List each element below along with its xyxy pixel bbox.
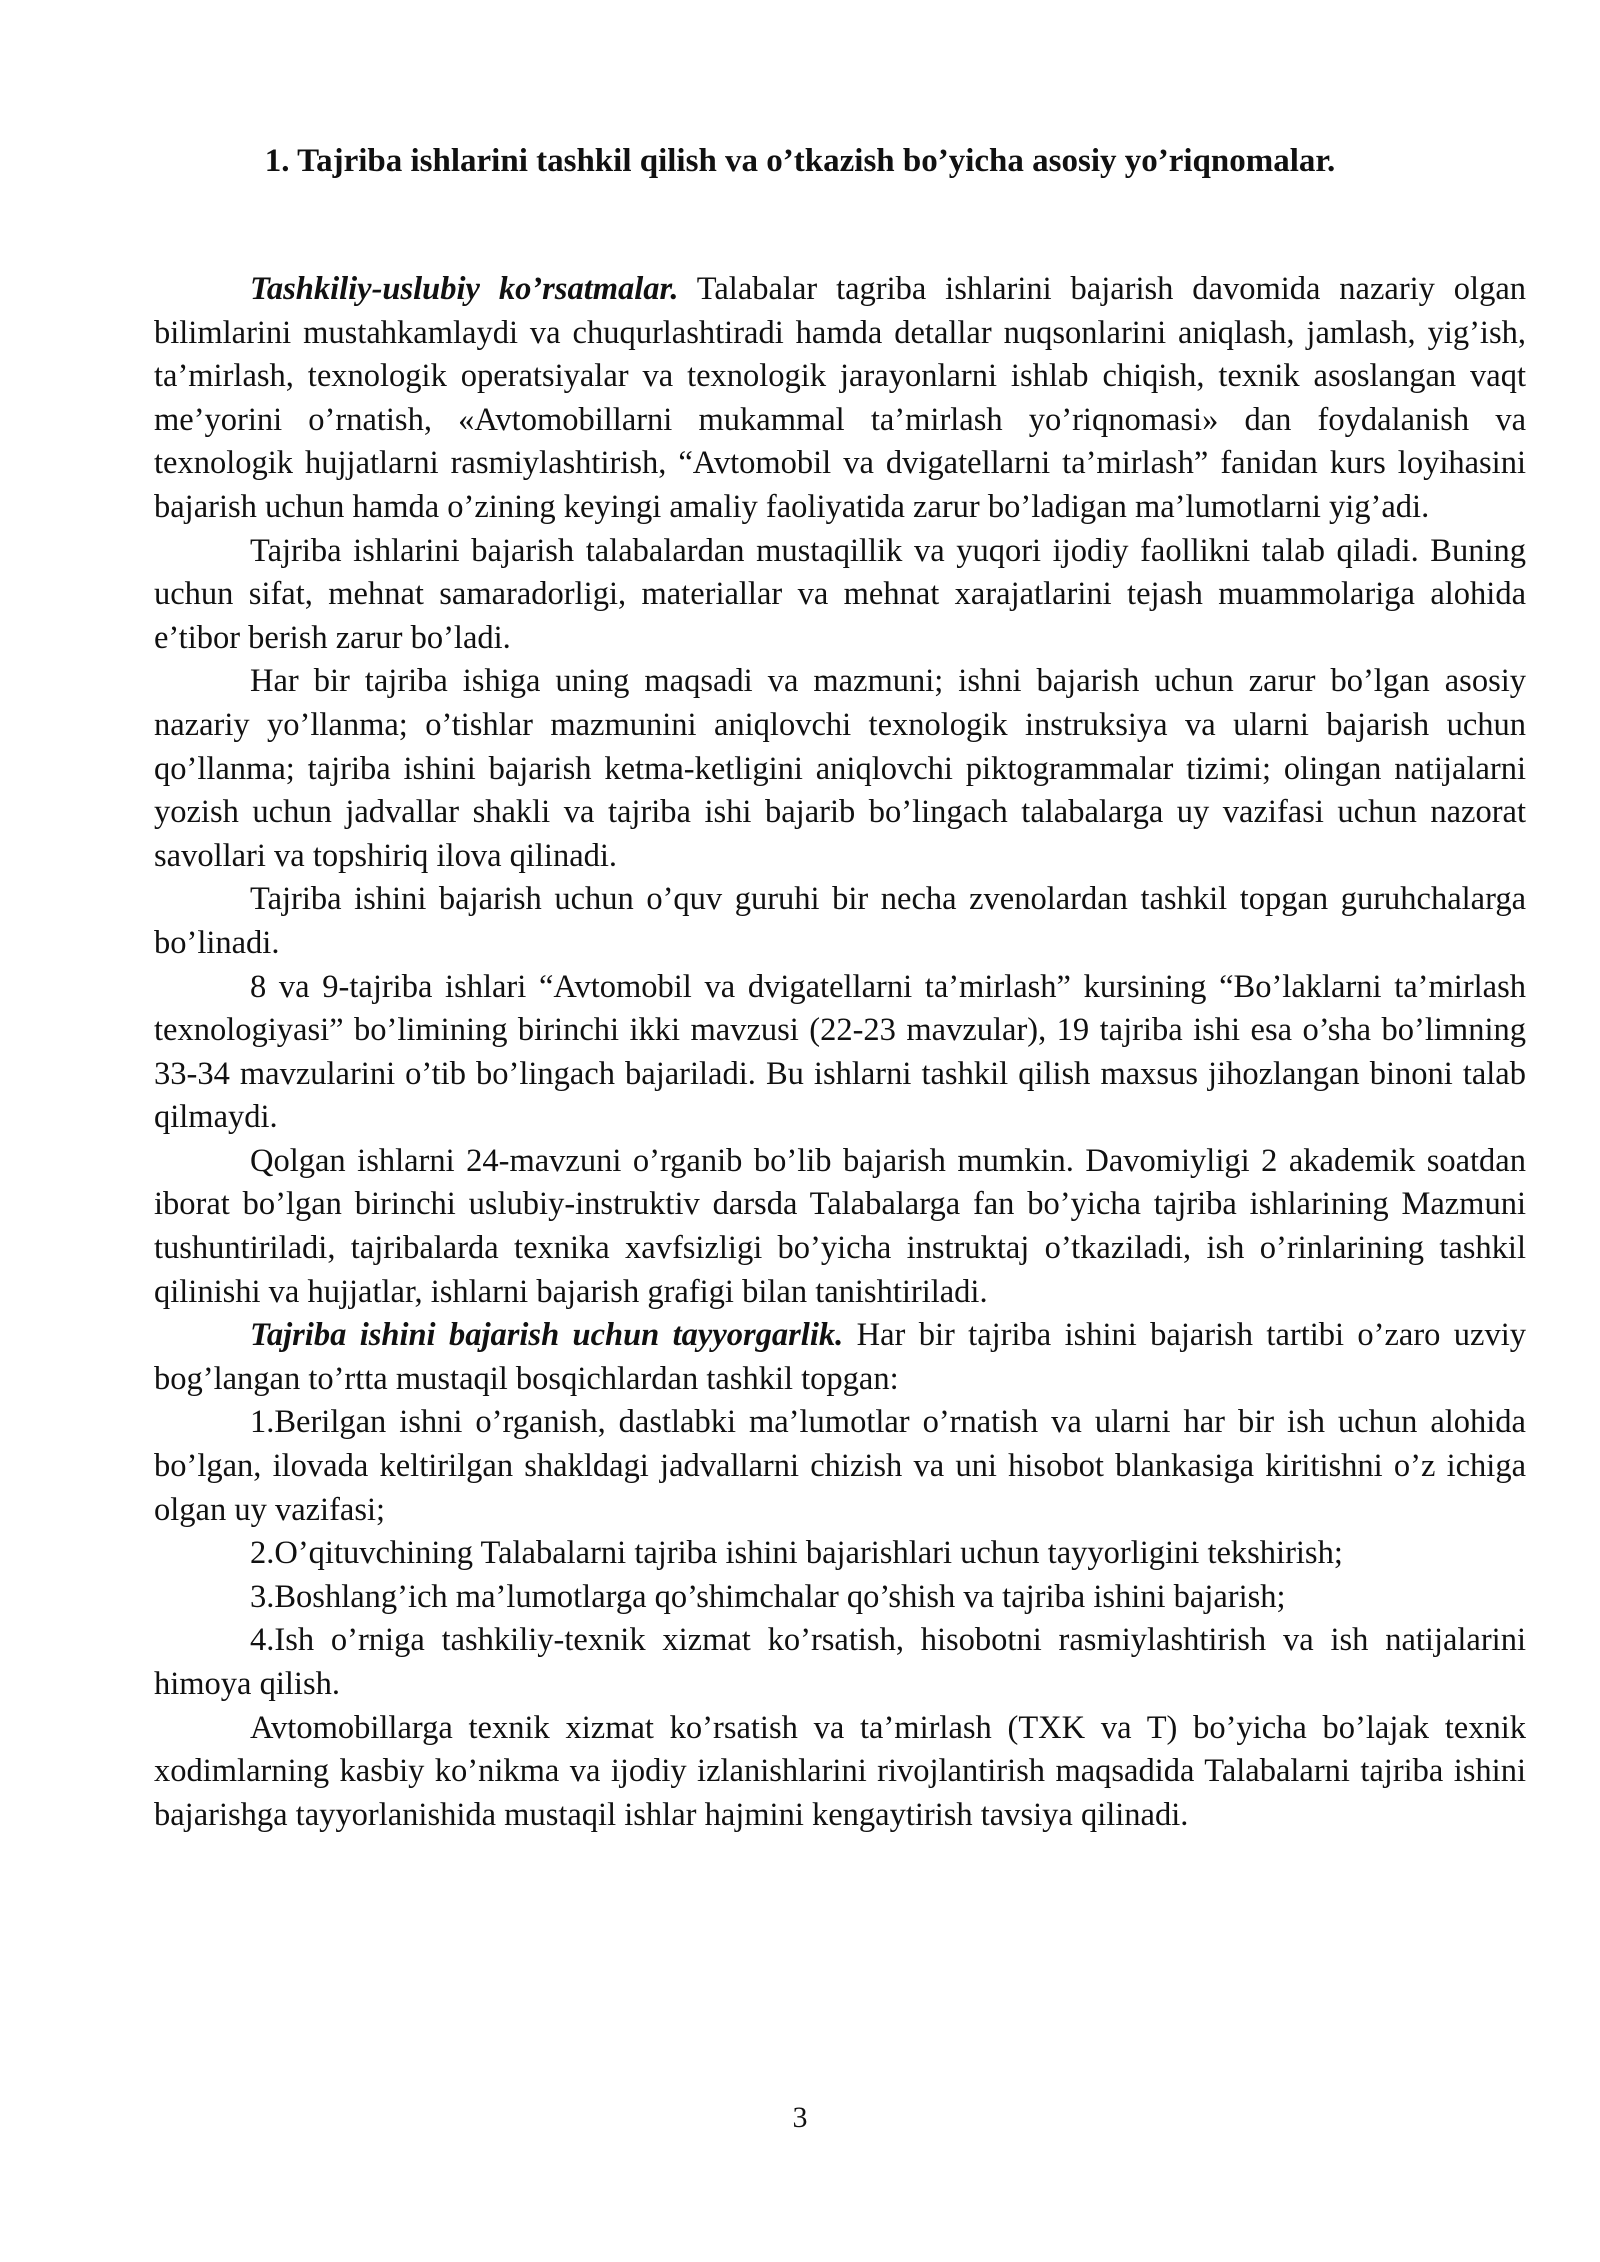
paragraph-lead: Tajriba ishini bajarish uchun tayyorgarlik.: [250, 1317, 844, 1354]
paragraph-text: Tajriba ishini bajarish uchun o’quv guruhi bir necha zvenolardan tashkil topgan guruhchalarga bo’linadi.: [154, 881, 1526, 961]
paragraph-remaining-works: [154, 1140, 1526, 1314]
paragraph-text: Har bir tajriba ishiga uning maqsadi va mazmuni; ishni bajarish uchun zarur bo’lgan asosiy nazariy yo’llanma; o’tishlar mazmunini aniqlovchi texnologik instruksiya va ularni bajarish uchun qo’llanma; tajriba ishini bajarish ketma-ketligini aniqlovchi piktogrammalar tizimi; olingan natijalarni yozish uchun jadvallar shakli va tajriba ishi bajarib bo’lingach talabalarga uy vazifasi uchun nazorat savollari va topshiriq ilova qilinadi.: [154, 663, 1526, 874]
paragraph-organizational-guidelines: [154, 268, 1526, 530]
paragraph-lead: Tashkiliy-uslubiy ko’rsatmalar.: [250, 271, 679, 307]
list-item-step-4: [154, 1619, 1526, 1706]
paragraph-independence: [154, 530, 1526, 661]
list-item-step-2: [154, 1532, 1526, 1576]
page-number: 3: [792, 2101, 808, 2134]
paragraph-text: Tajriba ishlarini bajarish talabalardan mustaqillik va yuqori ijodiy faollikni talab qiladi. Buning uchun sifat, mehnat samaradorligi, materiallar va mehnat xarajatlarini tejash muammolariga alohida e’tibor berish zarur bo’ladi.: [154, 532, 1526, 656]
paragraph-text: 8 va 9-tajriba ishlari “Avtomobil va dvigatellarni ta’mirlash” kursining “Bo’laklarni ta’mirlash texnologiyasi” bo’limining birinchi ikki mavzusi (22-23 mavzular), 19 tajriba ishi esa o’sha bo’limning 33-34 mavzularini o’tib bo’lingach bajariladi. Bu ishlarni tashkil qilish maxsus jihozlangan binoni talab qilmaydi.: [154, 968, 1526, 1136]
list-item-step-3: [154, 1576, 1526, 1620]
paragraph-recommendation: [154, 1707, 1526, 1838]
body-text: [154, 268, 1526, 1837]
paragraph-groups: [154, 878, 1526, 965]
paragraph-text: 3.Boshlang’ich ma’lumotlarga qo’shimchalar qo’shish va tajriba ishini bajarish;: [250, 1578, 1286, 1615]
paragraph-schedule: [154, 966, 1526, 1140]
paragraph-text: 2.O’qituvchining Talabalarni tajriba ishini bajarishlari uchun tayyorligini tekshirish;: [250, 1535, 1343, 1572]
list-item-step-1: [154, 1401, 1526, 1532]
paragraph-text: Avtomobillarga texnik xizmat ko’rsatish va ta’mirlash (TXK va T) bo’yicha bo’lajak texnik xodimlarning kasbiy ko’nikma va ijodiy izlanishlarini rivojlantirish maqsadida Talabalarni tajriba ishini bajarishga tayyorlanishida mustaqil ishlar hajmini kengaytirish tavsiya qilinadi.: [154, 1709, 1526, 1833]
section-heading: 1. Tajriba ishlarini tashkil qilish va o’tkazish bo’yicha asosiy yo’riqnomalar.: [264, 143, 1336, 179]
paragraph-text: Qolgan ishlarni 24-mavzuni o’rganib bo’lib bajarish mumkin. Davomiyligi 2 akademik soatdan iborat bo’lgan birinchi uslubiy-instruktiv darsda Talabalarga fan bo’yicha tajriba ishlarining Mazmuni tushuntiriladi, tajribalarda texnika xavfsizligi bo’yicha instruktaj o’tkaziladi, ish o’rinlarining tashkil qilinishi va hujjatlar, ishlarni bajarish grafigi bilan tanishtiriladi.: [154, 1142, 1526, 1310]
paragraph-text: 4.Ish o’rniga tashkiliy-texnik xizmat ko’rsatish, hisobotni rasmiylashtirish va ish natijalarini himoya qilish.: [154, 1622, 1526, 1702]
paragraph-attachments: [154, 660, 1526, 878]
paragraph-text: 1.Berilgan ishni o’rganish, dastlabki ma’lumotlar o’rnatish va ularni har bir ish uchun alohida bo’lgan, ilovada keltirilgan shakldagi jadvallarni chizish va uni hisobot blankasiga kiritishni o’z ichiga olgan uy vazifasi;: [154, 1404, 1526, 1528]
paragraph-text: Har bir tajriba ishini bajarish tartibi o’zaro uzviy bog’langan to’rtta mustaqil bosqichlardan tashkil topgan:: [154, 1317, 1526, 1397]
paragraph-preparation: [154, 1314, 1526, 1401]
paragraph-text: Talabalar tagriba ishlarini bajarish davomida nazariy olgan bilimlarini mustahkamlaydi va chuqurlashtiradi hamda detallar nuqsonlarini aniqlash, jamlash, yig’ish, ta’mirlash, texnologik operatsiyalar va texnologik jarayonlarni ishlab chiqish, texnik asoslangan vaqt me’yorini o’rnatish, «Avtomobillarni mukammal ta’mirlash yo’riqnomasi» dan foydalanish va texnologik hujjatlarni rasmiylashtirish, “Avtomobil va dvigatellarni ta’mirlash” fanidan kurs loyihasini bajarish uchun hamda o’zining keyingi amaliy faoliyatida zarur bo’ladigan ma’lumotlarni yig’adi.: [154, 271, 1526, 525]
